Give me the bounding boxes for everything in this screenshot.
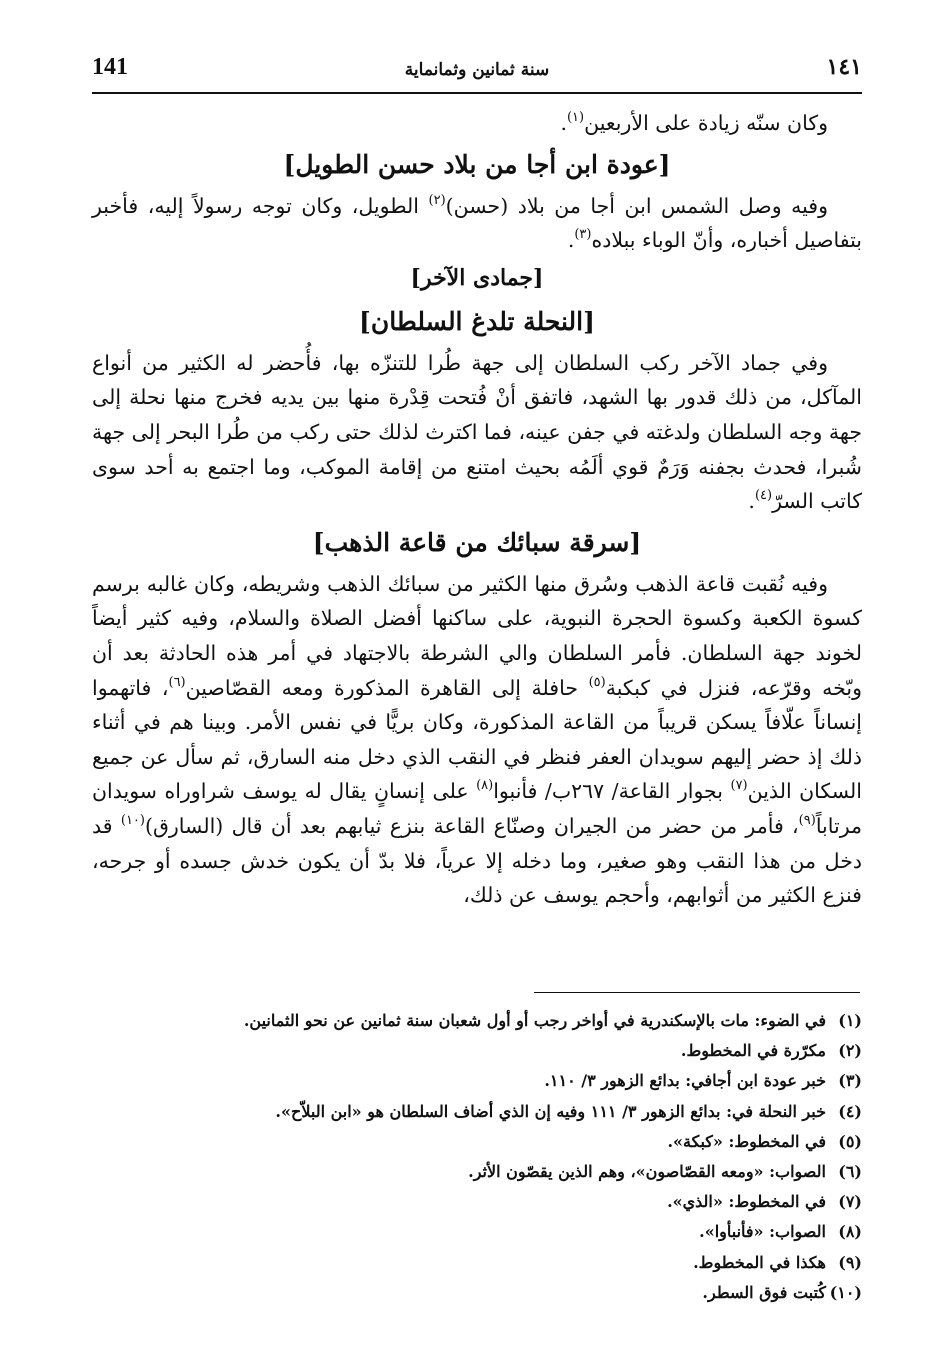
footnote-ref: (٧) — [730, 778, 748, 794]
paragraph-3 — [92, 346, 862, 519]
footnote-number: (٤) — [838, 1101, 862, 1121]
footnote-text: خبر النحلة في: بدائع الزهور ٣/ ١١١ وفيه إن الذي أضاف السلطان هو «ابن البلاّح». — [275, 1101, 826, 1121]
footnote — [92, 1217, 862, 1247]
footnote-ref: (٤) — [754, 488, 773, 504]
footnote-text: في الضوء: مات بالإسكندرية في أواخر رجب أو أول شعبان سنة ثمانين عن نحو الثمانين. — [243, 1011, 826, 1030]
running-title: سنة ثمانين وثمانماية — [404, 60, 550, 80]
section-heading-ibn-aja: [عودة ابن أجا من بلاد حسن الطويل] — [283, 149, 671, 179]
page-number-arabic: ١٤١ — [826, 54, 862, 80]
footnote-ref: (٣) — [574, 227, 592, 243]
footnote — [92, 1187, 862, 1217]
paragraph-text: وفيه نُقبت قاعة الذهب وسُرق منها الكثير من سبائك الذهب وشريطه، وكان غالبه برسم كسوة الكعبة وكسوة الحجرة النبوية، على ساكنها أفضل الصلاة والسلام، وفيه كثير أيضاً لخوند جهة السلطان. فأمر السلطان والي الشرطة بالاجتهاد في أمر هذه الحادثة بعد أن وبّخه وقرّعه، فنزل في كبكبة — [92, 571, 862, 700]
footnote — [92, 1127, 862, 1157]
footnote-ref: (٩) — [798, 812, 816, 828]
footnote-text: في المخطوط: «كبكة». — [667, 1131, 826, 1151]
footnote-ref: (١) — [566, 109, 585, 125]
footnote-number: (٢) — [838, 1041, 862, 1061]
footnote-ref: (٢) — [428, 192, 446, 208]
footnotes — [92, 1006, 862, 1308]
page-number-latin: 141 — [92, 54, 128, 80]
paragraph-end: . — [748, 489, 755, 514]
paragraph-text: وفيه وصل الشمس ابن أجا من بلاد (حسن) — [445, 193, 828, 218]
footnote-number: (٦) — [838, 1162, 862, 1182]
footnote-rule — [534, 992, 860, 993]
footnote-text: مكرّرة في المخطوط. — [680, 1041, 826, 1061]
footnote-number: (٣) — [838, 1071, 862, 1091]
footnote — [92, 1248, 862, 1278]
paragraph-text: على إنسانٍ يقال له يوسف شراوراه سويدان مرتاباً — [92, 779, 863, 838]
header-rule — [92, 92, 862, 94]
footnote-number: (٩) — [838, 1252, 862, 1272]
footnote-number: (١) — [838, 1011, 862, 1030]
footnote-ref: (٦) — [168, 674, 186, 690]
footnote-ref: (٨) — [476, 778, 494, 794]
section-heading-theft: [سرقة سبائك من قاعة الذهب] — [312, 527, 642, 557]
paragraph-text: وكان سنّه زيادة على الأربعين — [584, 111, 828, 135]
paragraph-end: . — [560, 111, 567, 135]
section-heading-bee: [النحلة تلدغ السلطان] — [359, 306, 595, 336]
footnote-text: في المخطوط: «الذي». — [667, 1192, 826, 1212]
footnote — [92, 1066, 862, 1096]
footnote-number: (١٠) — [829, 1282, 862, 1302]
footnote-text: الصواب: «فأنبأوا». — [699, 1222, 826, 1242]
paragraph-text: ، فاتهموا إنساناً علّافاً يسكن قريباً من القاعة المذكورة، وكان بريًّا في نفس الأمر. وبينا هم في أثناء ذلك إذ حضر إليهم سويدان العفر فنظر في النقب الذي دخل منه السارق، ثم سأل عن جميع السكان الذين — [92, 675, 862, 804]
paragraph-text: بجوار القاعة/ ٢٦٧ب/ فأنبوا — [493, 779, 731, 804]
main-text — [92, 106, 862, 913]
footnote-ref: (١٠) — [120, 812, 145, 828]
paragraph-text: وفي جماد الآخر ركب السلطان إلى جهة طُرا للتنزّه بها، فأُحضر له الكثير من أنواع المآكل، من ذلك قدور بها الشهد، فاتفق أنْ فُتحت قِدْرة منها بين يديه فخرج منها نحلة إلى جهة وجه السلطان ولدغته في جفن عينه، فما اكترث لذلك حتى ركب من طُرا البحر إلى جهة شُبرا، فحدث بجفنه وَرَمٌ قوي ألَمُه بحيث امتنع من إقامة الموكب، وما اجتمع به أحد سوى كاتب السرّ — [92, 350, 862, 514]
footnote-text: كُتبت فوق السطر. — [702, 1282, 826, 1302]
footnote-text: هكذا في المخطوط. — [693, 1252, 826, 1272]
paragraph-text: ، فأمر من حضر من الجيران وصنّاع القاعة بنزع ثيابهم بعد أن قال (السارق) — [145, 813, 799, 838]
footnote — [92, 1157, 862, 1187]
footnote-ref: (٥) — [588, 674, 606, 690]
paragraph-text: حافلة إلى القاهرة المذكورة ومعه القصّاصين — [185, 675, 589, 700]
footnote-number: (٧) — [838, 1192, 862, 1212]
footnote — [92, 1006, 862, 1036]
paragraph-4 — [92, 567, 862, 913]
footnote-text: خبر عودة ابن أجافي: بدائع الزهور ٣/ ١١٠. — [544, 1071, 826, 1091]
footnote-number: (٨) — [838, 1222, 862, 1242]
paragraph-2 — [92, 189, 862, 258]
footnote — [92, 1278, 862, 1308]
paragraph-1 — [92, 106, 862, 141]
footnote — [92, 1036, 862, 1066]
footnote-text: الصواب: «ومعه القصّاصون»، وهم الذين يقصّون الأثر. — [468, 1162, 826, 1182]
paragraph-text: الطويل، وكان توجه رسولاً إليه، فأخبر بتفاصيل أخباره، وأنّ الوباء ببلاده — [92, 193, 862, 253]
footnote-number: (٥) — [838, 1131, 862, 1151]
page-header — [92, 52, 862, 92]
paragraph-text: قد دخل من هذا النقب وهو صغير، وما دخله إلا عرياً، فلا بدّ أن يكون خدش جسده أو جرحه، فنزع الكثير من أثوابهم، وأحجم يوسف عن ذلك، — [92, 813, 862, 908]
paragraph-end: . — [567, 228, 575, 253]
footnote — [92, 1097, 862, 1127]
month-heading: [جمادى الآخر] — [410, 264, 544, 291]
